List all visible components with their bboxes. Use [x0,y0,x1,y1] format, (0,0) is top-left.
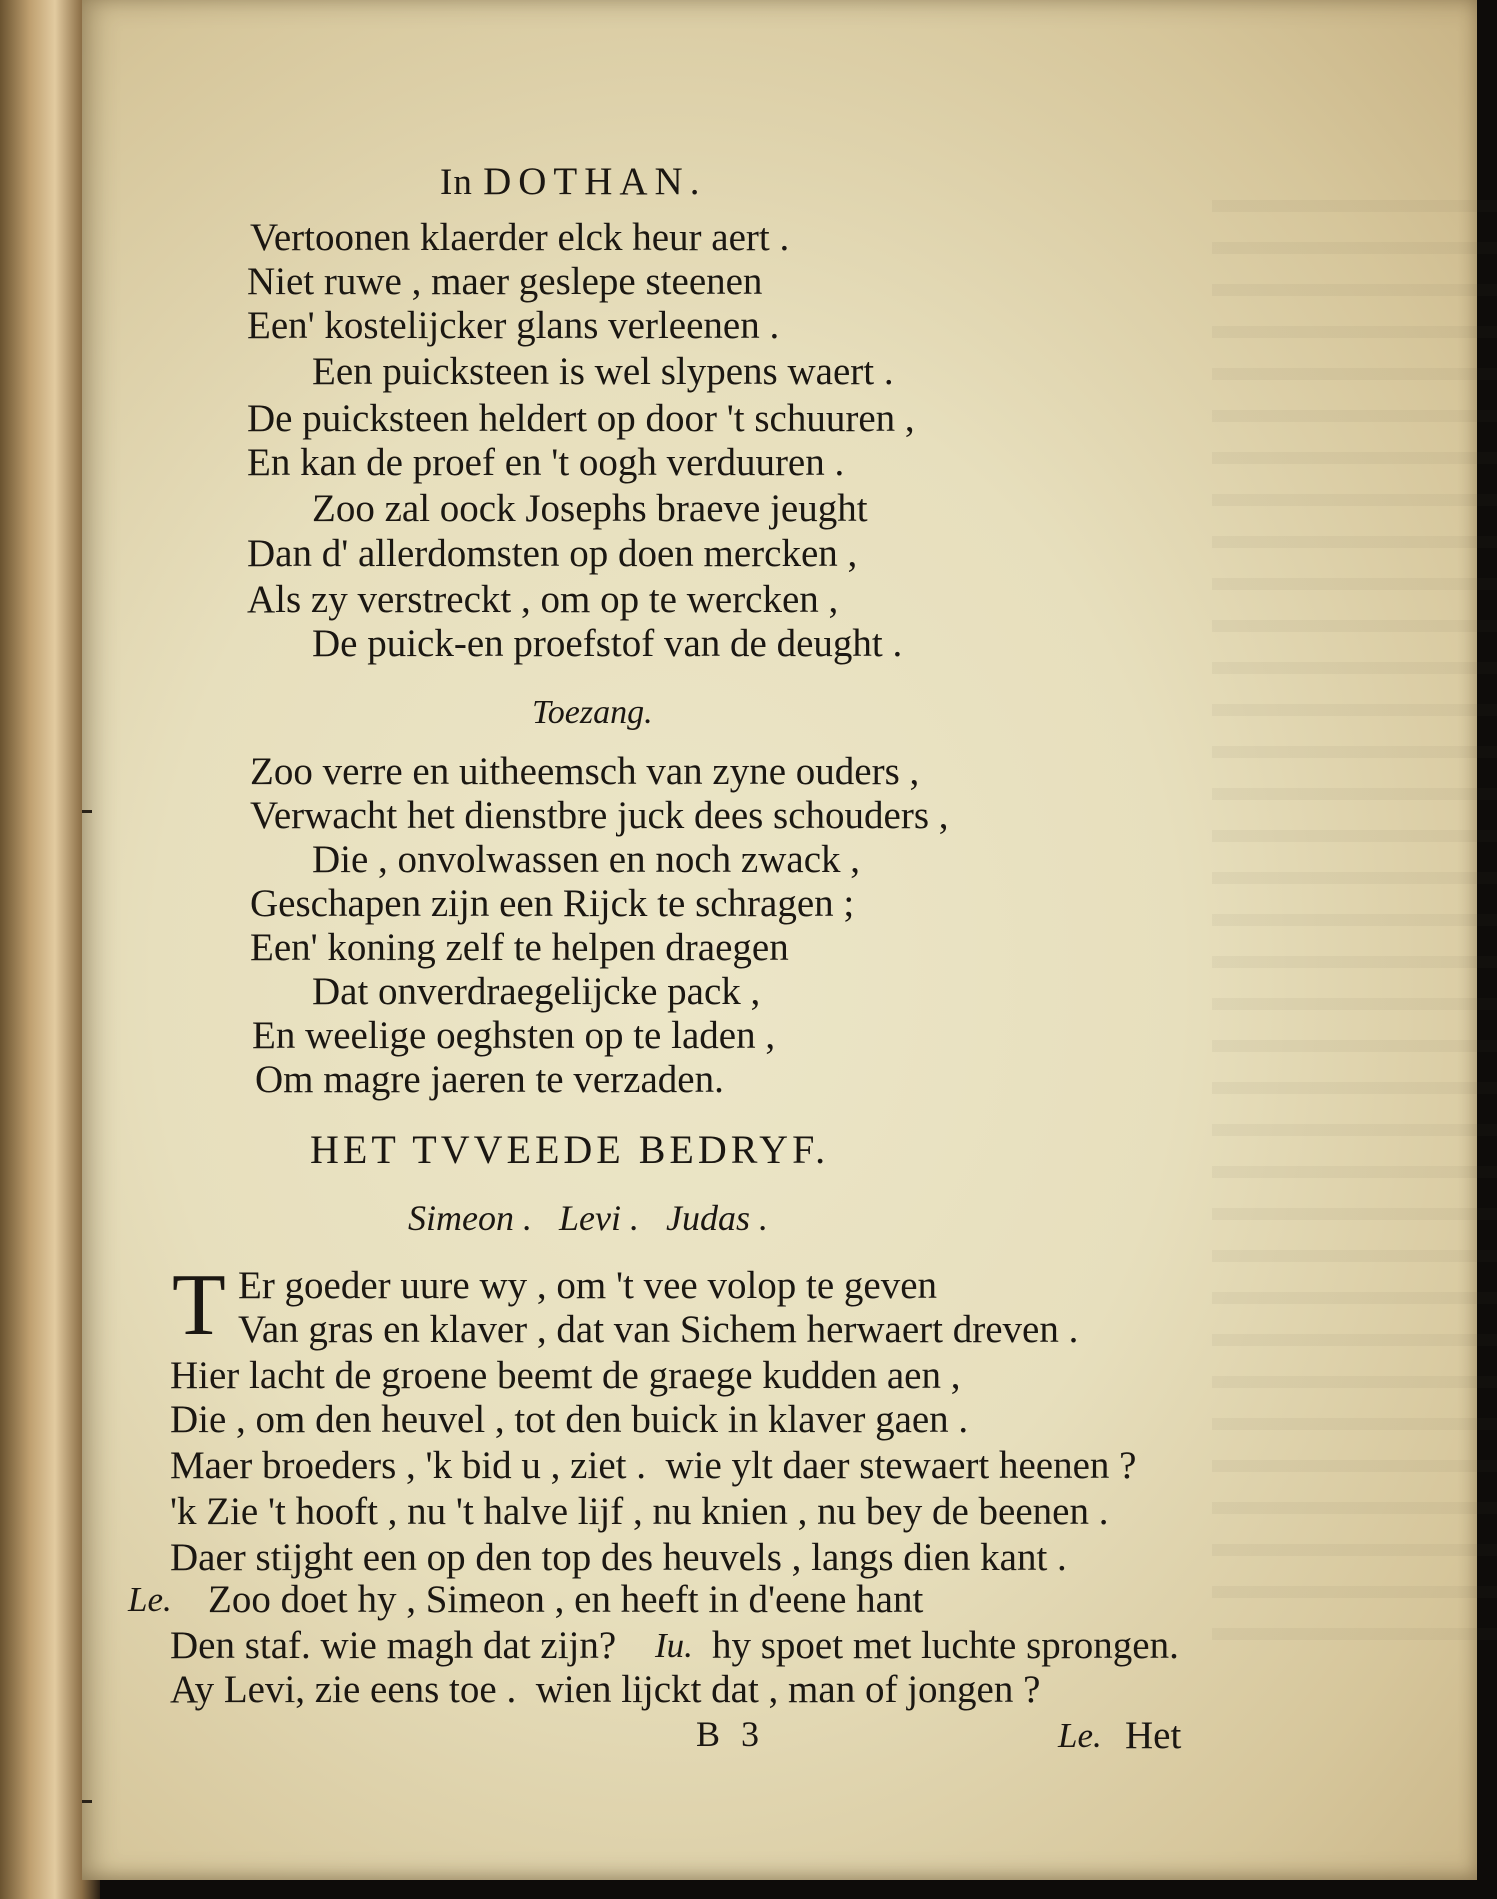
act-heading: HET TVVEEDE BEDRYF. [310,1127,830,1172]
verse-line: Een puicksteen is wel slypens waert . [312,350,894,393]
verse-line: Als zy verstreckt , om op te wercken , [247,578,839,621]
speaker-label: Iu. [655,1626,693,1665]
verse-line: En weelige oeghsten op te laden , [252,1014,776,1057]
page-edge-mark [82,810,92,813]
verse-line: Dan d' allerdomsten op doen mercken , [247,532,858,575]
dialogue-line: Maer broeders , 'k bid u , ziet . wie ylt daer stewaert heenen ? [170,1444,1137,1487]
running-header-prefix: In [440,162,473,203]
verse-line: Een' kostelijcker glans verleenen . [247,304,780,347]
verse-line: Niet ruwe , maer geslepe steenen [247,260,763,303]
verse-line: En kan de proef en 't oogh verduuren . [247,441,845,484]
dialogue-line: Hier lacht de groene beemt de graege kudden aen , [170,1354,961,1397]
running-header-word: DOTHAN. [483,160,707,203]
verse-line: Een' koning zelf te helpen draegen [250,926,789,969]
verse-line: Zoo verre en uitheemsch van zyne ouders , [250,750,920,793]
verse-line: Verwacht het dienstbre juck dees schouders , [250,794,949,837]
dialogue-line: Er goeder uure wy , om 't vee volop te geven [238,1264,938,1307]
dialogue-line: Die , om den heuvel , tot den buick in klaver gaen . [170,1398,969,1441]
verse-line: De puicksteen heldert op door 't schuuren , [247,397,915,440]
page-edge-mark [82,1800,92,1803]
dialogue-line: hy spoet met luchte sprongen. [712,1624,1179,1667]
drop-cap: T [172,1257,226,1354]
dialogue-line: Ay Levi, zie eens toe . wien lijckt dat , man of jongen ? [170,1668,1041,1711]
verse-line: Om magre jaeren te verzaden. [255,1058,724,1101]
dialogue-line: Van gras en klaver , dat van Sichem herwaert dreven . [238,1308,1079,1351]
characters-line: Simeon . Levi . Judas . [408,1198,768,1238]
catchword: Het [1125,1714,1182,1757]
verse-line: De puick-en proefstof van de deught . [312,622,903,665]
signature-mark: B 3 [696,1714,766,1754]
show-through-text [1212,200,1497,1650]
verse-line: Zoo zal oock Josephs braeve jeught [312,487,868,530]
running-header [440,162,706,201]
dialogue-line: Daer stijght een op den top des heuvels , langs dien kant . [170,1536,1067,1579]
speaker-label: Le. [128,1580,172,1619]
dialogue-line: 'k Zie 't hooft , nu 't halve lijf , nu knien , nu bey de beenen . [170,1490,1109,1533]
verse-line: Geschapen zijn een Rijck te schragen ; [250,882,855,925]
toezang-heading: Toezang. [532,694,653,731]
catchword-speaker: Le. [1058,1716,1102,1755]
dialogue-line: Den staf. wie magh dat zijn? [170,1624,617,1667]
verse-line: Die , onvolwassen en noch zwack , [312,838,860,881]
dialogue-line: Zoo doet hy , Simeon , en heeft in d'eene hant [208,1578,924,1621]
verse-line: Dat onverdraegelijcke pack , [312,970,761,1013]
verse-line: Vertoonen klaerder elck heur aert . [250,216,790,259]
